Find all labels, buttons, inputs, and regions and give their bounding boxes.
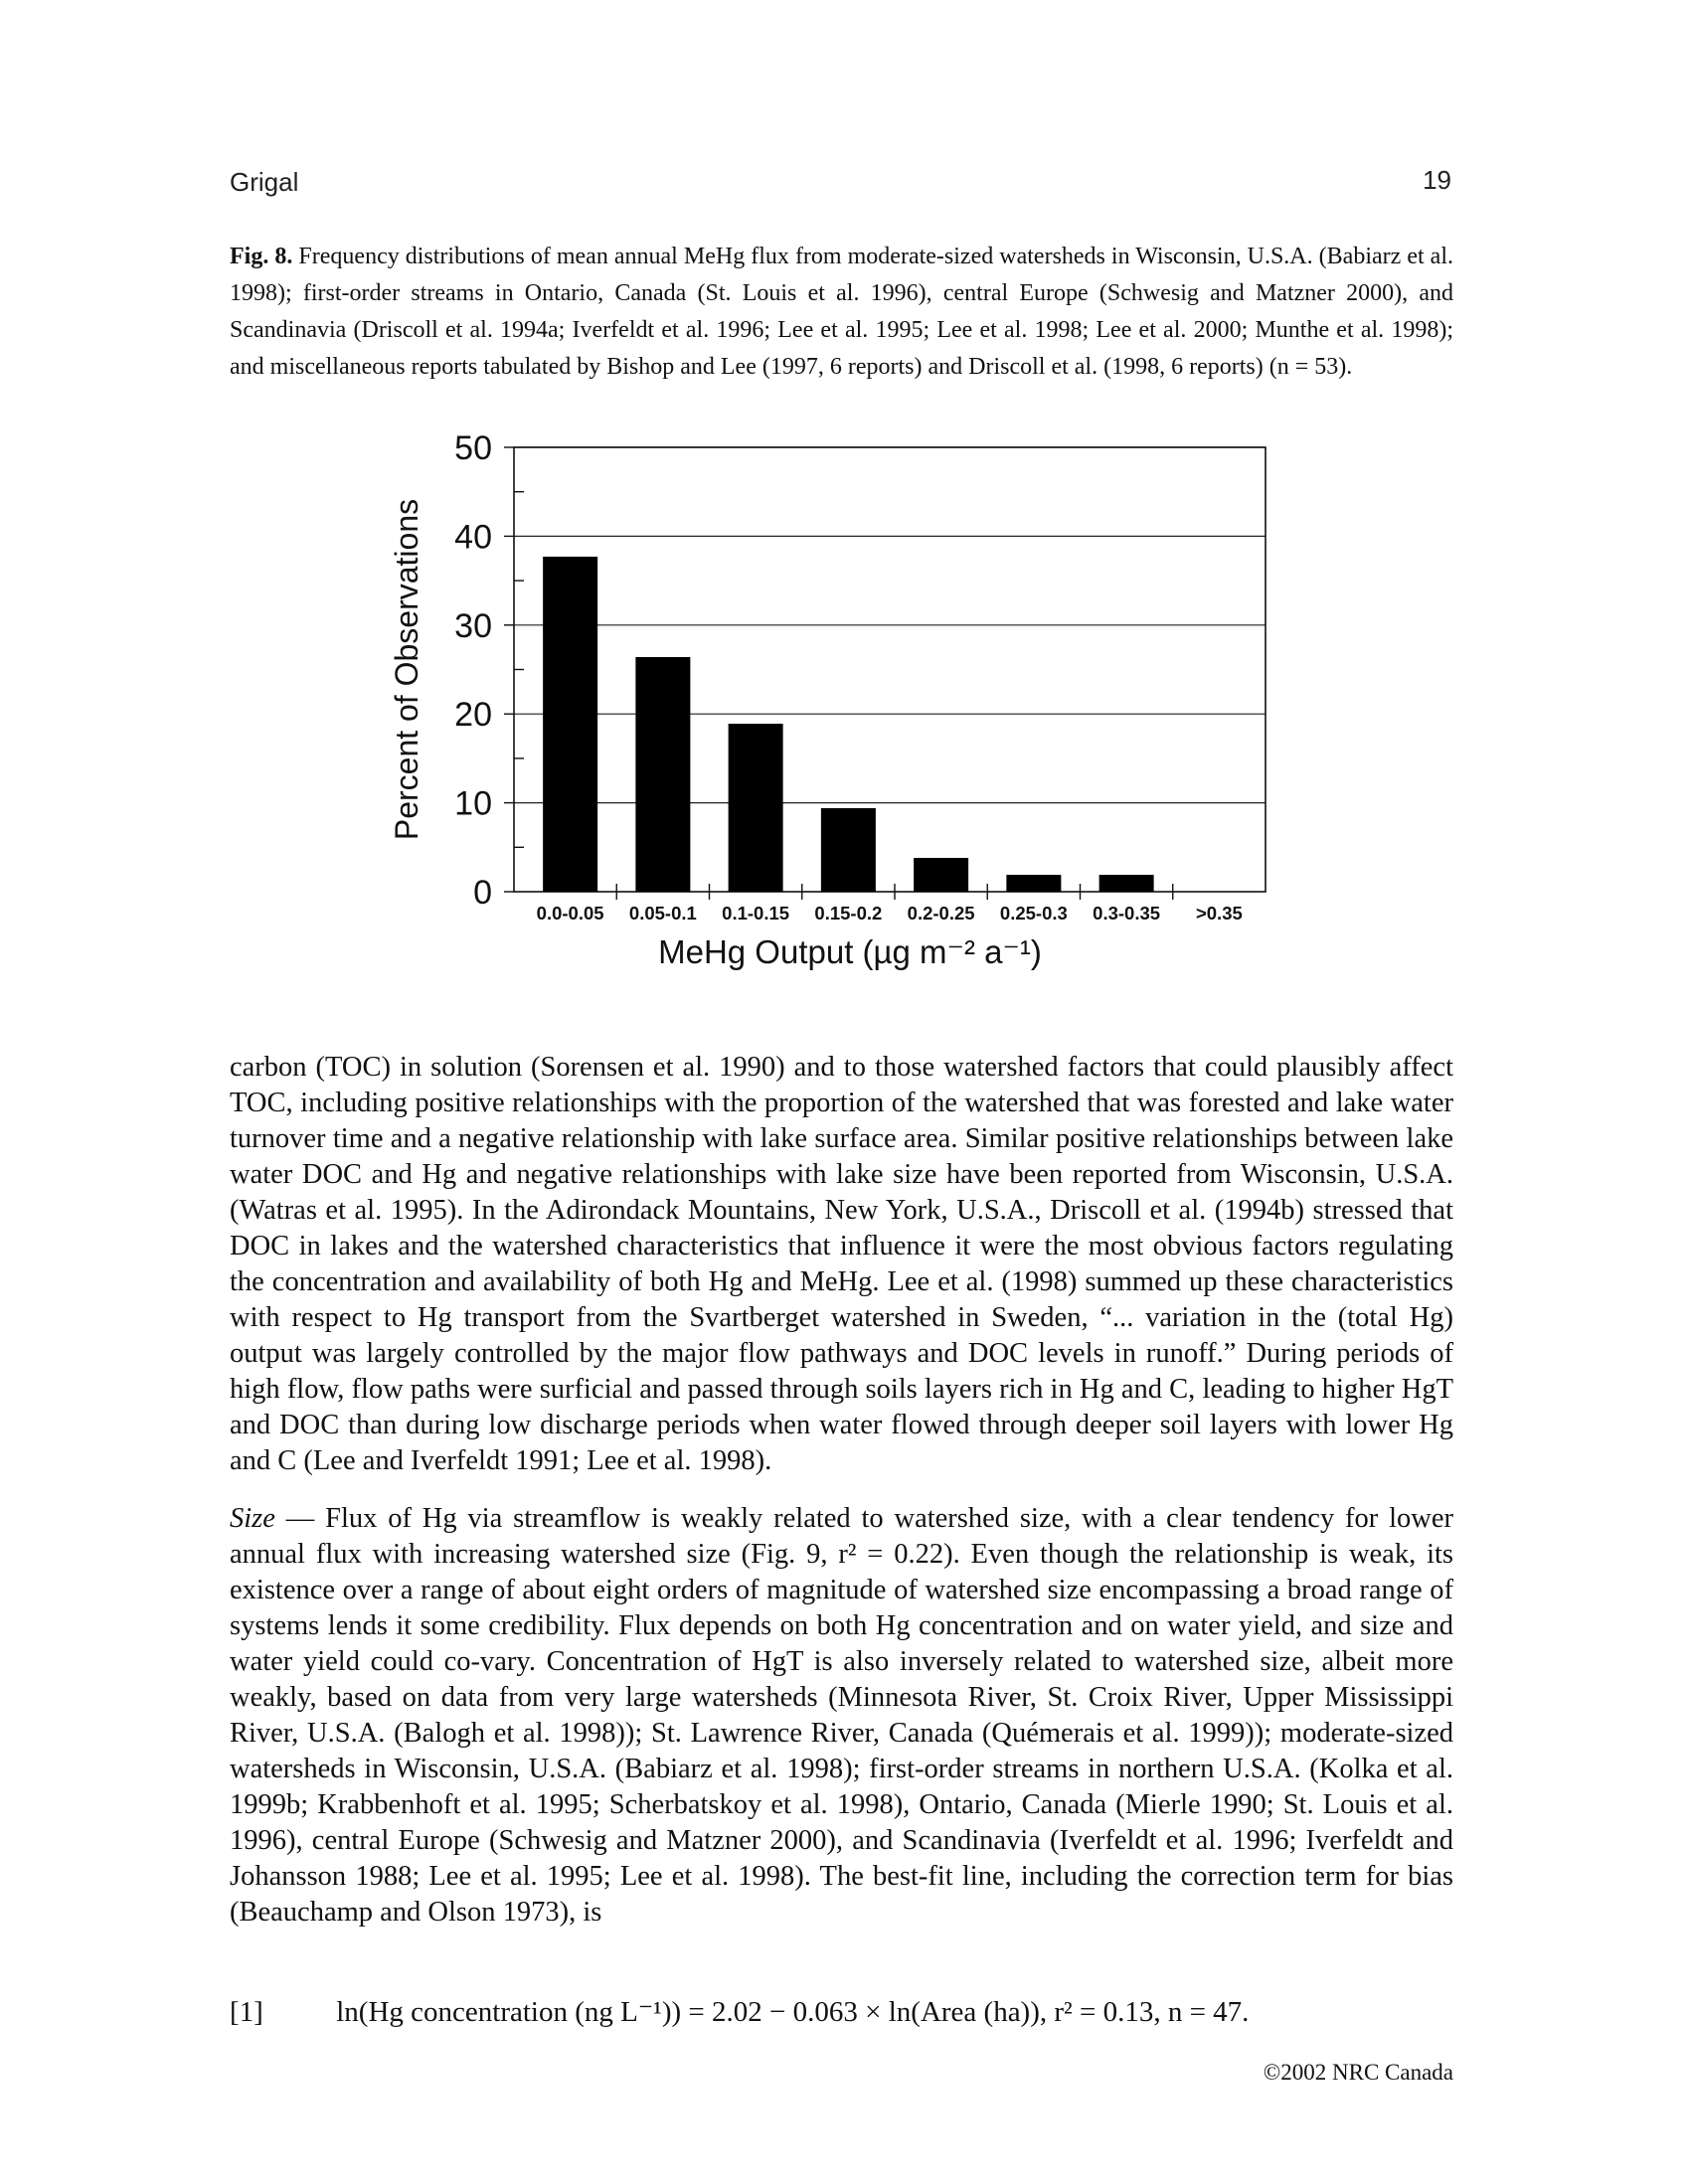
x-tick-label: 0.15-0.2 [814, 903, 883, 924]
equation-text: ln(Hg concentration (ng L⁻¹)) = 2.02 − 0.063 × ln(Area (ha)), r² = 0.13, n = 47. [336, 1996, 1250, 2028]
y-tick-label: 30 [454, 606, 492, 645]
body-paragraph-2 [230, 1501, 1453, 1931]
y-tick-label: 10 [454, 784, 492, 823]
bar-3 [729, 724, 783, 892]
y-axis-title: Percent of Observations [389, 498, 424, 841]
bar-4 [821, 808, 876, 892]
copyright-notice: ©2002 NRC Canada [1263, 2060, 1453, 2085]
equation-number: [1] [230, 1996, 263, 2028]
figure-caption-text: Frequency distributions of mean annual MeHg flux from moderate-sized watersheds in Wisconsin, U.S.A. (Babiarz et al. 1998); first-order streams in Ontario, Canada (St. Louis et al. 1996), central Europe (Schwesig and Matzner 2000), and Scandinavia (Driscoll et al. 1994a; Iverfeldt et al. 1996; Lee et al. 1995; Lee et al. 1998; Lee et al. 2000; Munthe et al. 1998); and miscellaneous reports tabulated by Bishop and Lee (1997, 6 reports) and Driscoll et al. (1998, 6 reports) (n = 53). [230, 244, 1454, 380]
figure-caption [230, 239, 1453, 386]
bar-6 [1006, 875, 1061, 892]
bar-5 [914, 858, 968, 892]
section-lead-size: Size [230, 1503, 275, 1534]
x-tick-label: >0.35 [1195, 903, 1243, 924]
x-axis-title: MeHg Output (µg m⁻² a⁻¹) [658, 933, 1042, 970]
x-tick-label: 0.2-0.25 [907, 903, 975, 924]
x-tick-label: 0.1-0.15 [722, 903, 790, 924]
y-tick-label: 0 [473, 874, 492, 912]
page-number: 19 [1423, 165, 1451, 195]
equation-1 [230, 1994, 1453, 2030]
y-tick-label: 50 [454, 429, 492, 467]
bar-7 [1099, 875, 1154, 892]
bar-chart [378, 418, 1272, 974]
body-paragraph-2-text: — Flux of Hg via streamflow is weakly related to watershed size, with a clear tendency for lower annual flux with increasing watershed size (Fig. 9, r² = 0.22). Even though the relationship is weak, its existence over a range of about eight orders of magnitude of watershed size encompassing a broad range of systems lends it some credibility. Flux depends on both Hg concentration and on water yield, and size and water yield could co-vary. Concentration of HgT is also inversely related to watershed size, albeit more weakly, based on data from very large watersheds (Minnesota River, St. Croix River, Upper Mississippi River, U.S.A. (Balogh et al. 1998)); St. Lawrence River, Canada (Quémerais et al. 1999)); moderate-sized watersheds in Wisconsin, U.S.A. (Babiarz et al. 1998); first-order streams in northern U.S.A. (Kolka et al. 1999b; Krabbenhoft et al. 1995; Scherbatskoy et al. 1998), Ontario, Canada (Mierle 1990; St. Louis et al. 1996), central Europe (Schwesig and Matzner 2000), and Scandinavia (Iverfeldt et al. 1996; Iverfeldt and Johansson 1988; Lee et al. 1995; Lee et al. 1998). The best-fit line, including the correction term for bias (Beauchamp and Olson 1973), is [230, 1503, 1453, 1928]
bar-1 [543, 557, 597, 892]
x-tick-label: 0.3-0.35 [1093, 903, 1161, 924]
x-tick-label: 0.05-0.1 [628, 903, 697, 924]
y-tick-label: 20 [454, 696, 492, 735]
y-tick-label: 40 [454, 518, 492, 557]
x-tick-label: 0.25-0.3 [999, 903, 1068, 924]
figure-label: Fig. 8. [230, 244, 293, 269]
bar-2 [635, 657, 690, 892]
running-head-author: Grigal [230, 167, 299, 197]
body-paragraph-1: carbon (TOC) in solution (Sorensen et al. 1990) and to those watershed factors that could plausibly affect TOC, including positive relationships with the proportion of the watershed that was forested and lake water turnover time and a negative relationship with lake surface area. Similar positive relationships between lake water DOC and Hg and negative relationships with lake size have been reported from Wisconsin, U.S.A. (Watras et al. 1995). In the Adirondack Mountains, New York, U.S.A., Driscoll et al. (1994b) stressed that DOC in lakes and the watershed characteristics that influence it were the most obvious factors regulating the concentration and availability of both Hg and MeHg. Lee et al. (1998) summed up these characteristics with respect to Hg transport from the Svartberget watershed in Sweden, “... variation in the (total Hg) output was largely controlled by the major flow pathways and DOC levels in runoff.” During periods of high flow, flow paths were surficial and passed through soils layers rich in Hg and C, leading to higher HgT and DOC than during low discharge periods when water flowed through deeper soil layers with lower Hg and C (Lee and Iverfeldt 1991; Lee et al. 1998). [230, 1052, 1453, 1476]
plot-frame [514, 447, 1266, 892]
figure-8-chart [378, 418, 1272, 974]
x-tick-label: 0.0-0.05 [536, 903, 604, 924]
